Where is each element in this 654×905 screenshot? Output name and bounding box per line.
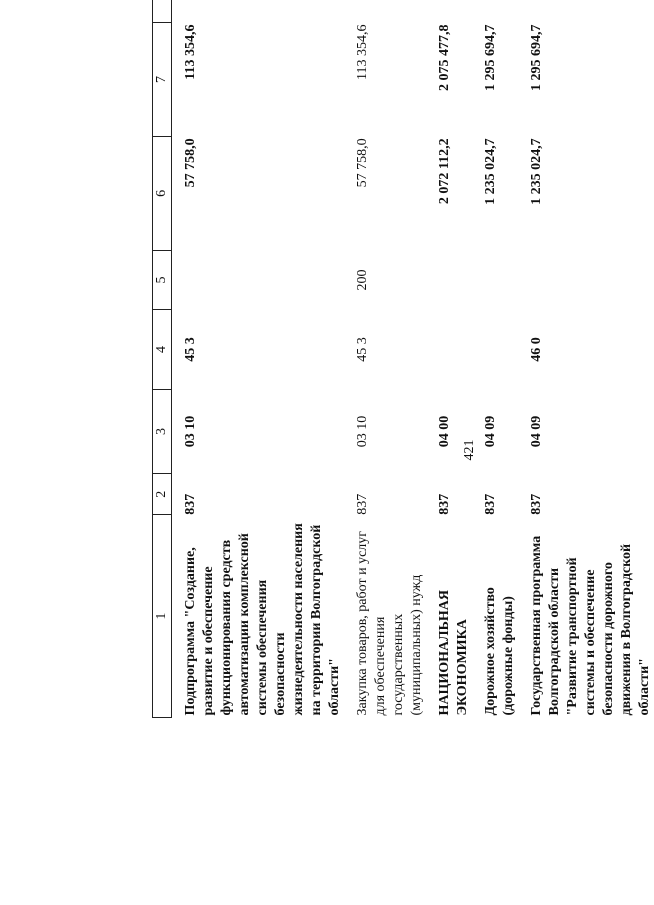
header-col-3: 3 xyxy=(153,389,172,473)
row-ministry-code: 837 xyxy=(483,493,498,515)
row-name: Дорожное хозяйство (дорожные фонды) xyxy=(483,587,516,716)
row-value-col6: 2 072 112,2 xyxy=(437,138,452,205)
budget-table-container xyxy=(152,0,652,718)
row-target-code: 46 0 xyxy=(529,337,544,362)
table-row xyxy=(472,0,518,718)
table-row xyxy=(426,0,472,718)
row-name: Государственная программа Волгоградской области "Развитие транспортной системы и обеспечение безопасности дорожного движения в Волгоградской области" xyxy=(529,535,652,716)
row-section-code: 04 00 xyxy=(437,415,452,448)
header-col-7: 7 xyxy=(153,22,172,136)
row-value-col7: 1 295 694,7 xyxy=(483,24,498,91)
row-expense-type xyxy=(518,250,654,309)
row-value-col8 xyxy=(472,0,518,22)
row-section-code: 04 09 xyxy=(529,415,544,448)
row-expense-type xyxy=(426,250,472,309)
row-target-code: 45 3 xyxy=(183,337,198,362)
row-value-col7: 2 075 477,8 xyxy=(437,24,452,91)
row-section-code: 04 09 xyxy=(483,415,498,448)
row-target-code xyxy=(472,310,518,390)
row-target-code: 45 3 xyxy=(355,337,370,362)
row-ministry-code: 837 xyxy=(437,493,452,515)
table-row xyxy=(172,0,345,718)
table-row xyxy=(518,0,654,718)
header-col-6: 6 xyxy=(153,136,172,250)
table-row xyxy=(344,0,426,718)
row-value-col6: 1 235 024,7 xyxy=(529,138,544,205)
row-section-code: 03 10 xyxy=(355,415,370,448)
row-section-code: 03 10 xyxy=(183,415,198,448)
row-value-col8 xyxy=(344,0,426,22)
row-value-col6: 57 758,0 xyxy=(355,138,370,188)
row-value-col8 xyxy=(518,0,654,22)
row-name: Подпрограмма "Создание, развитие и обеспечение функционирования средств автоматизации комплексной системы обеспечения безопасности жизнедеятельности населения на территории Волгоградской области" xyxy=(183,523,342,716)
row-value-col7: 1 295 694,7 xyxy=(529,24,544,91)
row-ministry-code: 837 xyxy=(183,493,198,515)
row-name: Закупка товаров, работ и услуг для обеспечения государственных (муниципальных) нужд xyxy=(355,530,424,716)
row-value-col6: 1 235 024,7 xyxy=(483,138,498,205)
row-value-col7: 113 354,6 xyxy=(355,24,370,80)
header-col-5: 5 xyxy=(153,250,172,309)
header-col-8 xyxy=(153,0,172,22)
row-value-col7: 113 354,6 xyxy=(183,24,198,80)
header-col-1: 1 xyxy=(153,515,172,718)
row-value-col8 xyxy=(172,0,345,22)
header-col-2: 2 xyxy=(153,474,172,515)
row-name: НАЦИОНАЛЬНАЯ ЭКОНОМИКА xyxy=(437,590,470,716)
row-expense-type xyxy=(472,250,518,309)
row-value-col6: 57 758,0 xyxy=(183,138,198,188)
row-target-code xyxy=(426,310,472,390)
row-ministry-code: 837 xyxy=(355,493,370,515)
header-col-4: 4 xyxy=(153,310,172,390)
page-number: 421 xyxy=(462,439,477,461)
row-ministry-code: 837 xyxy=(529,493,544,515)
row-expense-type: 200 xyxy=(355,269,370,291)
budget-table xyxy=(152,0,654,718)
header-row xyxy=(153,0,172,718)
row-value-col8 xyxy=(426,0,472,22)
row-expense-type xyxy=(172,250,345,309)
